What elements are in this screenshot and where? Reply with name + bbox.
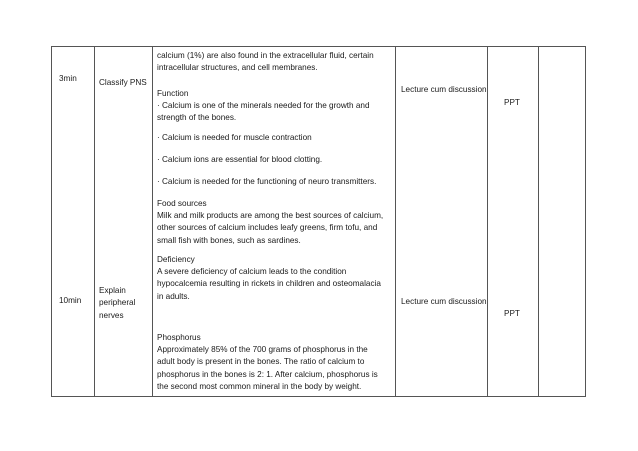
lesson-plan-table: [51, 46, 586, 397]
phosphorus-text: Approximately 85% of the 700 grams of phosphorus in the adult body is present in the bones. The ratio of calcium to phosphorus in the bones is 2: 1. After calcium, phosphorus is the second most common mineral in the body by weight.: [157, 345, 378, 392]
deficiency-heading: Deficiency: [157, 255, 195, 264]
table-row: [52, 47, 586, 397]
row-1-method: Lecture cum discussion: [401, 85, 487, 94]
evaluation-column: [539, 47, 586, 397]
function-heading: Function: [157, 89, 189, 98]
food-text: Milk and milk products are among the best sources of calcium, other sources of calcium includes leafy greens, firm tofu, and small fish with bones, such as sardines.: [157, 211, 384, 245]
function-item: · Calcium is needed for the functioning of neuro transmitters.: [157, 177, 377, 186]
row-1-av-aid: PPT: [504, 98, 520, 107]
food-heading: Food sources: [157, 199, 207, 208]
time-column: [52, 47, 95, 397]
function-item: · Calcium is needed for muscle contraction: [157, 133, 312, 142]
deficiency-text: A severe deficiency of calcium leads to the condition hypocalcemia resulting in rickets in children and osteomalacia in adults.: [157, 267, 381, 301]
row-2-av-aid: PPT: [504, 309, 520, 318]
function-item: · Calcium is one of the minerals needed for the growth and strength of the bones.: [157, 101, 370, 123]
objective-column: [95, 47, 153, 397]
row-2-objective: Explain peripheral nerves: [99, 286, 136, 320]
row-1-time: 3min: [59, 74, 77, 83]
row-2-time: 10min: [59, 296, 82, 305]
phosphorus-heading: Phosphorus: [157, 333, 201, 342]
content-column: [153, 47, 396, 397]
row-2-method: Lecture cum discussion: [401, 297, 487, 306]
method-column: [396, 47, 488, 397]
row-1-objective: Classify PNS: [99, 78, 147, 87]
function-item: · Calcium ions are essential for blood clotting.: [157, 155, 323, 164]
intro-text: calcium (1%) are also found in the extracellular fluid, certain intracellular structures, and cell membranes.: [157, 51, 374, 73]
av-aid-column: [488, 47, 539, 397]
